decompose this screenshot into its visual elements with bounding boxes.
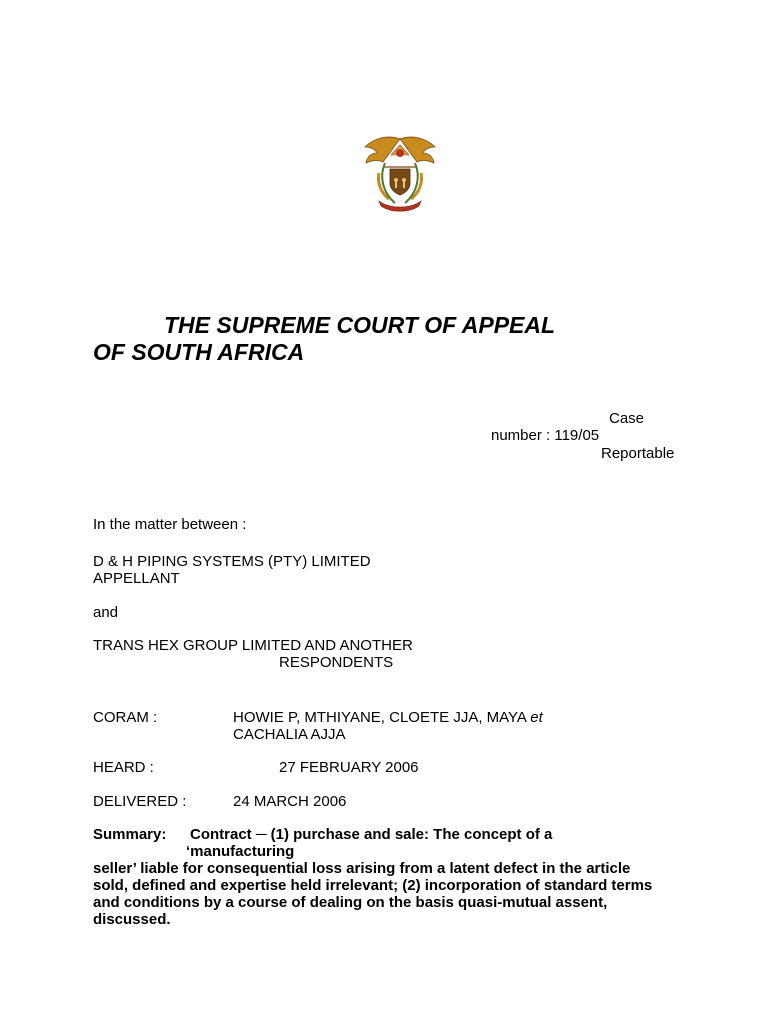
heard-date: 27 FEBRUARY 2006 bbox=[279, 759, 419, 776]
heard-label: HEARD : bbox=[93, 759, 154, 776]
south-africa-coat-of-arms-icon bbox=[361, 133, 439, 213]
summary-label: Summary: bbox=[93, 826, 167, 843]
appellant-name: D & H PIPING SYSTEMS (PTY) LIMITED bbox=[93, 553, 371, 570]
matter-intro: In the matter between : bbox=[93, 516, 247, 533]
appellant-role: APPELLANT bbox=[93, 570, 180, 587]
delivered-label: DELIVERED : bbox=[93, 793, 187, 810]
reportable-label: Reportable bbox=[601, 445, 675, 462]
case-number: number : 119/05 bbox=[491, 427, 600, 444]
court-title-line1: THE SUPREME COURT OF APPEAL bbox=[164, 312, 556, 338]
respondents-role: RESPONDENTS bbox=[279, 654, 394, 671]
coram-judges-line1 bbox=[233, 709, 543, 726]
and-separator: and bbox=[93, 604, 119, 621]
delivered-date: 24 MARCH 2006 bbox=[233, 793, 347, 810]
coram-judges-line2: CACHALIA AJJA bbox=[233, 726, 346, 743]
case-label: Case bbox=[609, 410, 645, 427]
summary-line4: sold, defined and expertise held irrelevant; (2) incorporation of standard terms bbox=[93, 877, 653, 894]
summary-line6: discussed. bbox=[93, 911, 171, 928]
coram-judges-text: HOWIE P, MTHIYANE, CLOETE JJA, MAYA bbox=[233, 709, 527, 726]
respondents-name: TRANS HEX GROUP LIMITED AND ANOTHER bbox=[93, 637, 413, 654]
summary-line5: and conditions by a course of dealing on the basis quasi-mutual assent, bbox=[93, 894, 608, 911]
summary-line3: seller’ liable for consequential loss arising from a latent defect in the article bbox=[93, 860, 631, 877]
court-title-line2: OF SOUTH AFRICA bbox=[93, 339, 305, 365]
summary-line2: ‘manufacturing bbox=[186, 843, 295, 860]
coram-label: CORAM : bbox=[93, 709, 158, 726]
summary-line1: Contract ─ (1) purchase and sale: The concept of a bbox=[190, 826, 553, 843]
coram-et: et bbox=[530, 709, 543, 726]
